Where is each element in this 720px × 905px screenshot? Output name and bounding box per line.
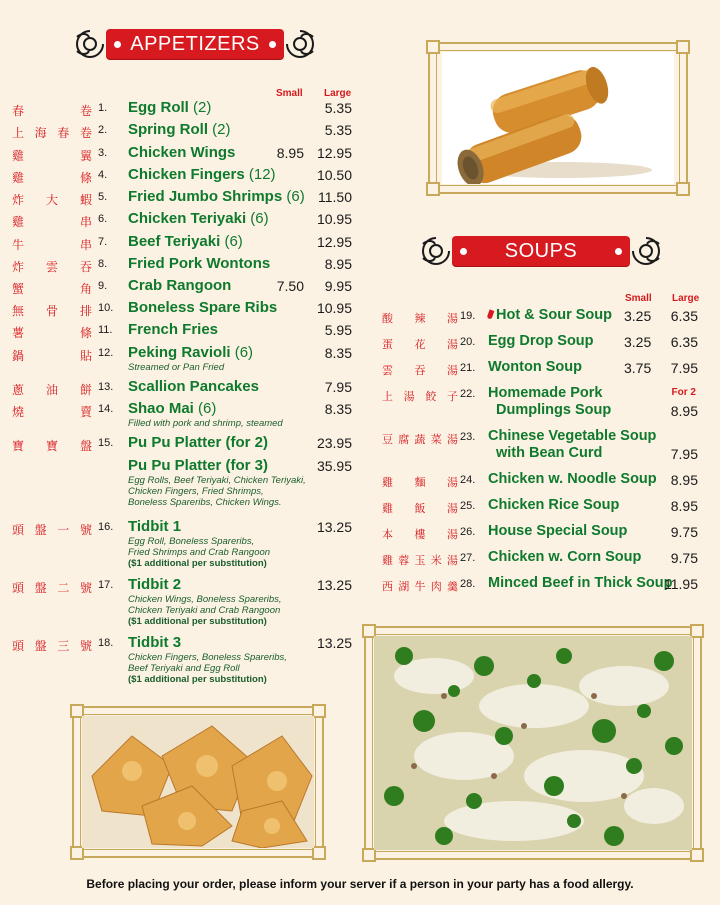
item-name: Tidbit 2: [128, 576, 182, 593]
hot-pepper-icon: [487, 309, 495, 319]
item-name: Peking Ravioli (6): [128, 344, 254, 361]
item-name: Pu Pu Platter (for 2): [128, 434, 269, 451]
item-number: 10.: [98, 302, 114, 314]
price-large: 5.35: [324, 122, 352, 138]
chinese-name: 炸 雲 吞: [12, 260, 92, 274]
item-number: 3.: [98, 147, 108, 159]
chinese-name: 蛋 花 湯: [382, 338, 458, 351]
price-large: 9.75: [670, 524, 698, 540]
item-number: 5.: [98, 191, 108, 203]
item-number: 9.: [98, 280, 108, 292]
chinese-name: 春 卷: [12, 104, 92, 118]
cloud-ornament-icon: [70, 24, 110, 64]
soups-banner: [416, 231, 666, 271]
item-name: Tidbit 1: [128, 518, 182, 535]
item-number: 25.: [460, 500, 476, 512]
item-number: 26.: [460, 526, 476, 538]
item-description: Filled with pork and shrimp, steamed: [128, 418, 283, 429]
appetizers-title: APPETIZERS: [106, 29, 284, 59]
item-name: Homemade Pork: [488, 385, 603, 401]
item-description: Streamed or Pan Fried: [128, 362, 225, 373]
price-large: 5.95: [324, 322, 352, 338]
price-large: 10.95: [316, 211, 352, 227]
item-name: Fried Pork Wontons: [128, 255, 271, 272]
item-number: 22.: [460, 388, 476, 400]
item-name: Chicken Teriyaki (6): [128, 210, 269, 227]
item-note: ($1 additional per substitution): [128, 558, 267, 569]
small-header: Small: [276, 88, 303, 99]
price-large: 11.95: [664, 576, 698, 592]
price-large: 13.25: [316, 577, 352, 593]
price-large: 7.95: [324, 379, 352, 395]
chinese-name: 雞 翼: [12, 149, 92, 163]
soup-photo-frame: [364, 626, 702, 860]
item-number: 2.: [98, 124, 108, 136]
price-large: 6.35: [670, 308, 698, 324]
soups-title: SOUPS: [452, 236, 630, 266]
item-number: 8.: [98, 258, 108, 270]
item-number: 23.: [460, 431, 476, 443]
item-name: Egg Drop Soup: [488, 333, 594, 349]
egg-roll-photo-frame: [428, 42, 688, 194]
cloud-ornament-icon: [280, 24, 320, 64]
chinese-name: 西 湖 牛 肉 羹: [382, 580, 458, 593]
item-number: 20.: [460, 336, 476, 348]
item-name-line2: with Bean Curd: [496, 445, 603, 461]
item-description: Beef Teriyaki and Egg Roll: [128, 663, 240, 674]
item-name: Chinese Vegetable Soup: [488, 428, 657, 444]
item-name: Shao Mai (6): [128, 400, 217, 417]
price-small: 7.50: [276, 278, 304, 294]
chinese-name: 頭 盤 三 號: [12, 639, 92, 653]
item-number: 15.: [98, 437, 114, 449]
price-large: 8.95: [670, 472, 698, 488]
price-large: 6.35: [670, 334, 698, 350]
item-name: Boneless Spare Ribs: [128, 299, 278, 316]
chinese-name: 蟹 角: [12, 282, 92, 296]
cloud-ornament-icon: [626, 231, 666, 271]
item-name: Pu Pu Platter (for 3): [128, 457, 269, 474]
item-description: Boneless Spareribs, Chicken Wings.: [128, 497, 282, 508]
item-description: Chicken Fingers, Fried Shrimps,: [128, 486, 264, 497]
item-name: Chicken w. Noodle Soup: [488, 471, 657, 487]
price-large: 11.50: [318, 189, 352, 205]
chinese-name: 薯 條: [12, 326, 92, 340]
price-large: 8.35: [324, 401, 352, 417]
chinese-name: 鍋 貼: [12, 349, 92, 363]
chinese-name: 無 骨 排: [12, 304, 92, 318]
item-description: Chicken Fingers, Boneless Spareribs,: [128, 652, 287, 663]
item-number: 4.: [98, 169, 108, 181]
item-number: 21.: [460, 362, 476, 374]
chinese-name: 本 樓 湯: [382, 528, 458, 541]
item-number: 13.: [98, 381, 114, 393]
crab-rangoon-photo: [82, 716, 314, 848]
egg-roll-photo: [442, 52, 674, 184]
item-quantity: (6): [224, 233, 243, 250]
chinese-name: 頭 盤 一 號: [12, 523, 92, 537]
soup-photo: [374, 636, 692, 850]
item-description: Chicken Wings, Boneless Spareribs,: [128, 594, 282, 605]
chinese-name: 雞 條: [12, 171, 92, 185]
item-name: Tidbit 3: [128, 634, 182, 651]
chinese-name: 雞 串: [12, 215, 92, 229]
chinese-name: 豆 腐 蔬 菜 湯: [382, 433, 458, 446]
price-small: 3.25: [624, 308, 652, 324]
item-description: Egg Rolls, Beef Teriyaki, Chicken Teriyaki,: [128, 475, 306, 486]
item-number: 7.: [98, 236, 108, 248]
price-large: 23.95: [316, 435, 352, 451]
chinese-name: 牛 串: [12, 238, 92, 252]
item-note: ($1 additional per substitution): [128, 674, 267, 685]
price-large: 8.95: [670, 403, 698, 419]
chinese-name: 寶 寶 盤: [12, 439, 92, 453]
item-quantity: (12): [248, 166, 276, 183]
price-small: 3.75: [624, 360, 652, 376]
chinese-name: 燒 賣: [12, 405, 92, 419]
item-description: Chicken Teriyaki and Crab Rangoon: [128, 605, 281, 616]
chinese-name: 蔥 油 餅: [12, 383, 92, 397]
price-large: 5.35: [324, 100, 352, 116]
price-large: 9.75: [670, 550, 698, 566]
item-name: Beef Teriyaki (6): [128, 233, 243, 250]
for-2-label: For 2: [671, 387, 696, 398]
item-description: Egg Roll, Boneless Spareribs,: [128, 536, 255, 547]
item-quantity: (6): [286, 188, 305, 205]
price-large: 7.95: [670, 446, 698, 462]
price-large: 13.25: [316, 635, 352, 651]
price-large: 7.95: [670, 360, 698, 376]
item-name: Spring Roll (2): [128, 121, 231, 138]
item-quantity: (6): [250, 210, 269, 227]
price-large: 13.25: [316, 519, 352, 535]
chinese-name: 頭 盤 二 號: [12, 581, 92, 595]
chinese-name: 雞 麵 湯: [382, 476, 458, 489]
price-large: 10.50: [316, 167, 352, 183]
wonton-photo-frame: [72, 706, 324, 858]
chinese-name: 上 海 春 卷: [12, 126, 92, 140]
item-number: 24.: [460, 474, 476, 486]
item-number: 17.: [98, 579, 114, 591]
item-quantity: (6): [234, 344, 254, 361]
item-number: 27.: [460, 552, 476, 564]
price-large: 12.95: [316, 145, 352, 161]
item-name: Wonton Soup: [488, 359, 582, 375]
soup-large-header: Large: [672, 293, 700, 304]
soup-small-header: Small: [625, 293, 652, 304]
item-name: Scallion Pancakes: [128, 378, 259, 395]
item-quantity: (2): [212, 121, 231, 138]
cloud-ornament-icon: [416, 231, 456, 271]
chinese-name: 炸 大 蝦: [12, 193, 92, 207]
item-number: 1.: [98, 102, 108, 114]
price-large: 8.95: [324, 256, 352, 272]
item-name: Chicken Wings: [128, 144, 236, 161]
item-name: Chicken Rice Soup: [488, 497, 620, 513]
price-large: 8.95: [670, 498, 698, 514]
price-small: 8.95: [276, 145, 304, 161]
chinese-name: 雞 蓉 玉 米 湯: [382, 554, 458, 567]
large-header: Large: [324, 88, 352, 99]
price-large: 10.95: [316, 300, 352, 316]
price-large: 9.95: [324, 278, 352, 294]
item-number: 12.: [98, 347, 114, 359]
item-name: Egg Roll (2): [128, 99, 212, 116]
item-number: 6.: [98, 213, 108, 225]
chinese-name: 雲 吞 湯: [382, 364, 458, 377]
price-large: 8.35: [324, 345, 352, 361]
item-number: 11.: [98, 324, 113, 336]
item-number: 16.: [98, 521, 114, 533]
item-note: ($1 additional per substitution): [128, 616, 267, 627]
item-number: 14.: [98, 403, 114, 415]
item-name: Minced Beef in Thick Soup: [488, 575, 673, 591]
chinese-name: 酸 辣 湯: [382, 312, 458, 325]
item-number: 19.: [460, 310, 476, 322]
item-name: Fried Jumbo Shrimps (6): [128, 188, 305, 205]
price-large: 12.95: [316, 234, 352, 250]
price-small: 3.25: [624, 334, 652, 350]
item-name: Hot & Sour Soup: [488, 307, 612, 323]
price-large: 35.95: [316, 458, 352, 474]
item-name: Crab Rangoon: [128, 277, 232, 294]
item-name: Chicken Fingers (12): [128, 166, 276, 183]
chinese-name: 雞 飯 湯: [382, 502, 458, 515]
item-name: Chicken w. Corn Soup: [488, 549, 642, 565]
item-number: 28.: [460, 578, 476, 590]
item-name: House Special Soup: [488, 523, 628, 539]
item-number: 18.: [98, 637, 114, 649]
item-description: Fried Shrimps and Crab Rangoon: [128, 547, 271, 558]
chinese-name: 上 湯 餃 子: [382, 390, 458, 403]
item-quantity: (2): [193, 99, 212, 116]
allergy-notice: Before placing your order, please inform your server if a person in your party has a food allergy.: [86, 877, 634, 891]
item-quantity: (6): [198, 400, 217, 417]
item-name: French Fries: [128, 321, 219, 338]
item-name-line2: Dumplings Soup: [496, 402, 612, 418]
appetizers-banner: [70, 24, 320, 64]
